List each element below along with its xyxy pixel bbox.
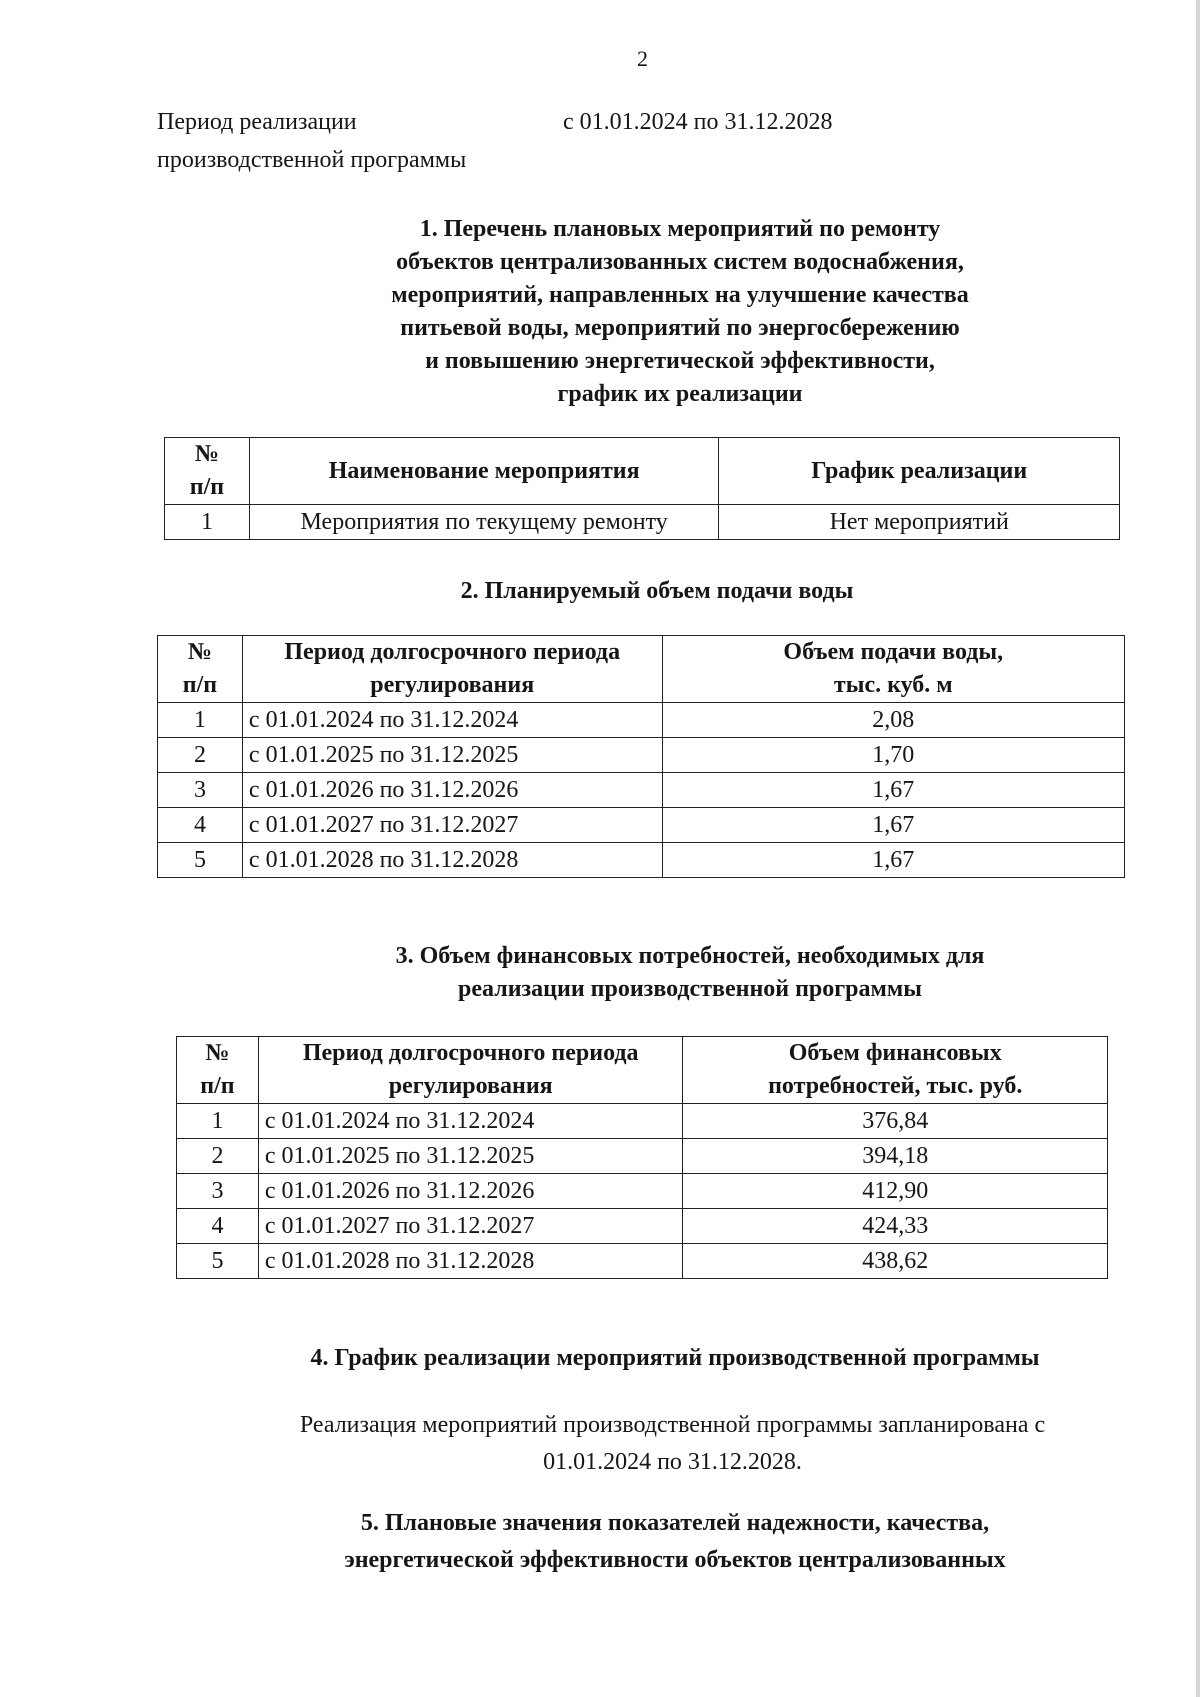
- cell-value: 1,70: [662, 738, 1124, 773]
- section1-title-line: 1. Перечень плановых мероприятий по ремонту: [419, 216, 941, 242]
- header-text: п/п: [182, 672, 218, 698]
- header-text: регулирования: [370, 672, 535, 698]
- section4-title: 4. График реализации мероприятий производственной программы: [310, 1345, 1040, 1371]
- cell-period: с 01.01.2025 по 31.12.2025: [242, 738, 662, 773]
- cell-num: 1: [165, 505, 250, 540]
- cell-num: 4: [158, 808, 243, 843]
- header-text: потребностей, тыс. руб.: [768, 1073, 1023, 1099]
- section4-text-line1: Реализация мероприятий производственной программы запланирована с: [299, 1412, 1046, 1438]
- table-row: [158, 703, 1125, 738]
- cell-value: 394,18: [683, 1139, 1108, 1174]
- column-header-num: [158, 636, 243, 703]
- column-header-period: [258, 1037, 683, 1104]
- cell-value: 424,33: [683, 1209, 1108, 1244]
- cell-period: с 01.01.2025 по 31.12.2025: [258, 1139, 683, 1174]
- cell-schedule: Нет мероприятий: [719, 505, 1120, 540]
- cell-value: 1,67: [662, 773, 1124, 808]
- table-row: [177, 1139, 1108, 1174]
- header-text: Период долгосрочного периода: [284, 639, 621, 665]
- period-label: [157, 103, 557, 179]
- cell-num: 3: [177, 1174, 259, 1209]
- table-row: [177, 1104, 1108, 1139]
- cell-period: с 01.01.2028 по 31.12.2028: [258, 1244, 683, 1279]
- column-header-period: [242, 636, 662, 703]
- cell-num: 2: [177, 1139, 259, 1174]
- cell-value: 438,62: [683, 1244, 1108, 1279]
- section3-title-line: реализации производственной программы: [458, 976, 922, 1002]
- cell-value: 376,84: [683, 1104, 1108, 1139]
- header-text: тыс. куб. м: [833, 672, 953, 698]
- scan-edge: [1196, 0, 1200, 1697]
- table-row: [177, 1209, 1108, 1244]
- table-row: [158, 843, 1125, 878]
- section1-title: [320, 213, 1040, 411]
- cell-value: 1,67: [662, 843, 1124, 878]
- table-row: [177, 1244, 1108, 1279]
- section2-title: 2. Планируемый объем подачи воды: [460, 578, 854, 604]
- cell-num: 5: [158, 843, 243, 878]
- cell-num: 5: [177, 1244, 259, 1279]
- cell-num: 1: [177, 1104, 259, 1139]
- section4-text-line2: 01.01.2024 по 31.12.2028.: [543, 1449, 802, 1475]
- table-row: [177, 1174, 1108, 1209]
- cell-value: 1,67: [662, 808, 1124, 843]
- water-volume-table: [157, 635, 1125, 878]
- cell-period: с 01.01.2024 по 31.12.2024: [258, 1104, 683, 1139]
- header-text: №: [205, 1040, 230, 1066]
- header-text: №: [194, 441, 220, 467]
- cell-num: 3: [158, 773, 243, 808]
- financial-needs-table: [176, 1036, 1108, 1279]
- column-header-num: [165, 438, 250, 505]
- section1-title-line: питьевой воды, мероприятий по энергосбережению: [400, 315, 960, 341]
- column-header-schedule: График реализации: [719, 438, 1120, 505]
- header-text: №: [187, 639, 213, 665]
- cell-period: с 01.01.2024 по 31.12.2024: [242, 703, 662, 738]
- cell-period: с 01.01.2027 по 31.12.2027: [242, 808, 662, 843]
- section5-title-line: 5. Плановые значения показателей надежности, качества,: [360, 1510, 990, 1536]
- cell-period: с 01.01.2027 по 31.12.2027: [258, 1209, 683, 1244]
- column-header-num: [177, 1037, 259, 1104]
- column-header-volume: [662, 636, 1124, 703]
- table-row: [158, 808, 1125, 843]
- section1-title-line: мероприятий, направленных на улучшение качества: [391, 282, 969, 308]
- page-number: 2: [637, 46, 648, 71]
- section3-title: [230, 940, 1150, 1006]
- table-row: [158, 738, 1125, 773]
- table-row: [158, 773, 1125, 808]
- cell-num: 1: [158, 703, 243, 738]
- section1-title-line: объектов централизованных систем водоснабжения,: [396, 249, 964, 275]
- section1-title-line: и повышению энергетической эффективности,: [425, 348, 935, 374]
- header-text: п/п: [189, 474, 225, 500]
- section1-title-line: график их реализации: [557, 381, 803, 407]
- period-label-line1: Период реализации: [157, 109, 357, 135]
- cell-period: с 01.01.2028 по 31.12.2028: [242, 843, 662, 878]
- table-row: [165, 505, 1120, 540]
- section3-title-line: 3. Объем финансовых потребностей, необходимых для: [395, 943, 985, 969]
- header-text: Объем финансовых: [788, 1040, 1002, 1066]
- period-value: с 01.01.2024 по 31.12.2028: [563, 109, 833, 135]
- table-header-row: [165, 438, 1120, 505]
- activities-table: [164, 437, 1120, 540]
- cell-value: 2,08: [662, 703, 1124, 738]
- period-label-line2: производственной программы: [157, 147, 467, 173]
- header-text: Период долгосрочного периода: [302, 1040, 639, 1066]
- cell-num: 2: [158, 738, 243, 773]
- cell-period: с 01.01.2026 по 31.12.2026: [258, 1174, 683, 1209]
- cell-value: 412,90: [683, 1174, 1108, 1209]
- cell-period: с 01.01.2026 по 31.12.2026: [242, 773, 662, 808]
- column-header-name: Наименование мероприятия: [249, 438, 719, 505]
- header-text: п/п: [200, 1073, 235, 1099]
- column-header-finance: [683, 1037, 1108, 1104]
- table-header-row: [177, 1037, 1108, 1104]
- header-text: Объем подачи воды,: [783, 639, 1004, 665]
- cell-num: 4: [177, 1209, 259, 1244]
- section5-title-line: энергетической эффективности объектов централизованных: [344, 1547, 1006, 1573]
- section5-title: [150, 1505, 1200, 1579]
- header-text: регулирования: [388, 1073, 553, 1099]
- section4-text: [215, 1407, 1130, 1481]
- cell-name: Мероприятия по текущему ремонту: [249, 505, 719, 540]
- table-header-row: [158, 636, 1125, 703]
